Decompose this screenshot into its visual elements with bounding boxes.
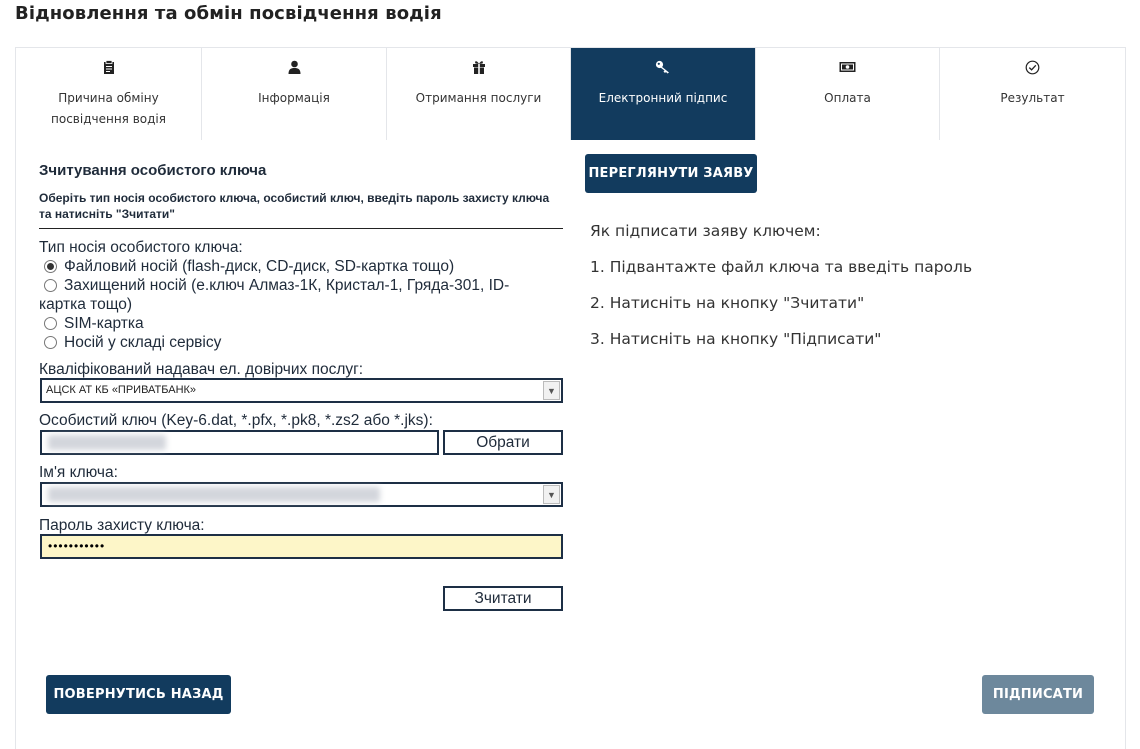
provider-value: АЦСК АТ КБ «ПРИВАТБАНК»	[46, 384, 197, 396]
media-option-sim[interactable]	[39, 314, 563, 333]
key-name-label: Ім'я ключа:	[39, 464, 118, 481]
radio-button[interactable]	[44, 336, 57, 349]
media-option-protected[interactable]	[39, 276, 563, 314]
user-icon	[288, 59, 301, 75]
key-name-select[interactable]	[40, 482, 563, 507]
provider-label: Кваліфікований надавач ел. довірчих послуг:	[39, 361, 364, 378]
key-file-input[interactable]	[40, 430, 439, 455]
tab-esign[interactable]	[571, 48, 756, 140]
tab-info[interactable]	[202, 48, 387, 140]
media-option-service[interactable]	[39, 333, 563, 352]
back-button[interactable]: ПОВЕРНУТИСЬ НАЗАД	[46, 675, 231, 714]
tab-label: Отримання послуги	[415, 91, 542, 105]
choose-file-button[interactable]: Обрати	[443, 430, 563, 455]
tab-label: Оплата	[824, 91, 871, 105]
tab-label: Результат	[1000, 91, 1065, 105]
media-option-label: SIM-картка	[64, 315, 144, 332]
provider-select[interactable]	[40, 378, 563, 403]
media-option-label: Носій у складі сервісу	[64, 334, 222, 351]
password-label: Пароль захисту ключа:	[39, 517, 205, 534]
tab-reason[interactable]	[16, 48, 202, 140]
read-key-button[interactable]: Зчитати	[443, 586, 563, 611]
section-title: Зчитування особистого ключа	[39, 162, 267, 179]
tab-result[interactable]	[940, 48, 1125, 140]
key-file-label: Особистий ключ (Key-6.dat, *.pfx, *.pk8, *.zs2 або *.jks):	[39, 412, 433, 429]
check-circle-icon	[1025, 59, 1040, 75]
tab-payment[interactable]	[756, 48, 940, 140]
section-description: Оберіть тип носія особистого ключа, особистий ключ, введіть пароль захисту ключа та натисніть "Зчитати"	[39, 190, 563, 229]
clipboard-icon	[103, 59, 115, 75]
media-option-label: Захищений носій (е.ключ Алмаз-1К, Кристал-1, Гряда-301, ID-картка тощо)	[39, 277, 510, 313]
radio-button[interactable]	[44, 260, 57, 273]
view-application-button[interactable]: ПЕРЕГЛЯНУТИ ЗАЯВУ	[585, 154, 757, 193]
sign-button[interactable]: ПІДПИСАТИ	[982, 675, 1094, 714]
instruction-step: 2. Натисніть на кнопку "Зчитати"	[590, 294, 865, 312]
money-icon	[839, 59, 856, 75]
chevron-down-icon[interactable]: ▼	[543, 381, 560, 400]
instruction-step: 3. Натисніть на кнопку "Підписати"	[590, 330, 882, 348]
page-title: Відновлення та обмін посвідчення водія	[15, 3, 442, 24]
key-icon	[655, 59, 671, 75]
key-read-form	[39, 162, 563, 379]
media-option-file[interactable]	[39, 257, 563, 276]
tab-label: Інформація	[258, 91, 330, 105]
tab-label: Причина обміну посвідчення водія	[51, 91, 166, 126]
radio-button[interactable]	[44, 279, 57, 292]
blurred-key-name	[48, 487, 380, 502]
signing-instructions	[590, 222, 972, 366]
gift-icon	[472, 59, 486, 75]
tab-label: Електронний підпис	[598, 91, 728, 105]
blurred-filename	[48, 435, 166, 450]
media-type-label: Тип носія особистого ключа:	[39, 239, 243, 256]
wizard-steps	[16, 48, 1125, 140]
password-input[interactable]: •••••••••••	[40, 534, 563, 559]
radio-button[interactable]	[44, 317, 57, 330]
instructions-title: Як підписати заяву ключем:	[590, 222, 821, 240]
media-option-label: Файловий носій (flash-диск, CD-диск, SD-картка тощо)	[64, 258, 455, 275]
tab-receive[interactable]	[387, 48, 571, 140]
chevron-down-icon[interactable]: ▼	[543, 485, 560, 504]
instruction-step: 1. Підвантажте файл ключа та введіть пароль	[590, 258, 973, 276]
